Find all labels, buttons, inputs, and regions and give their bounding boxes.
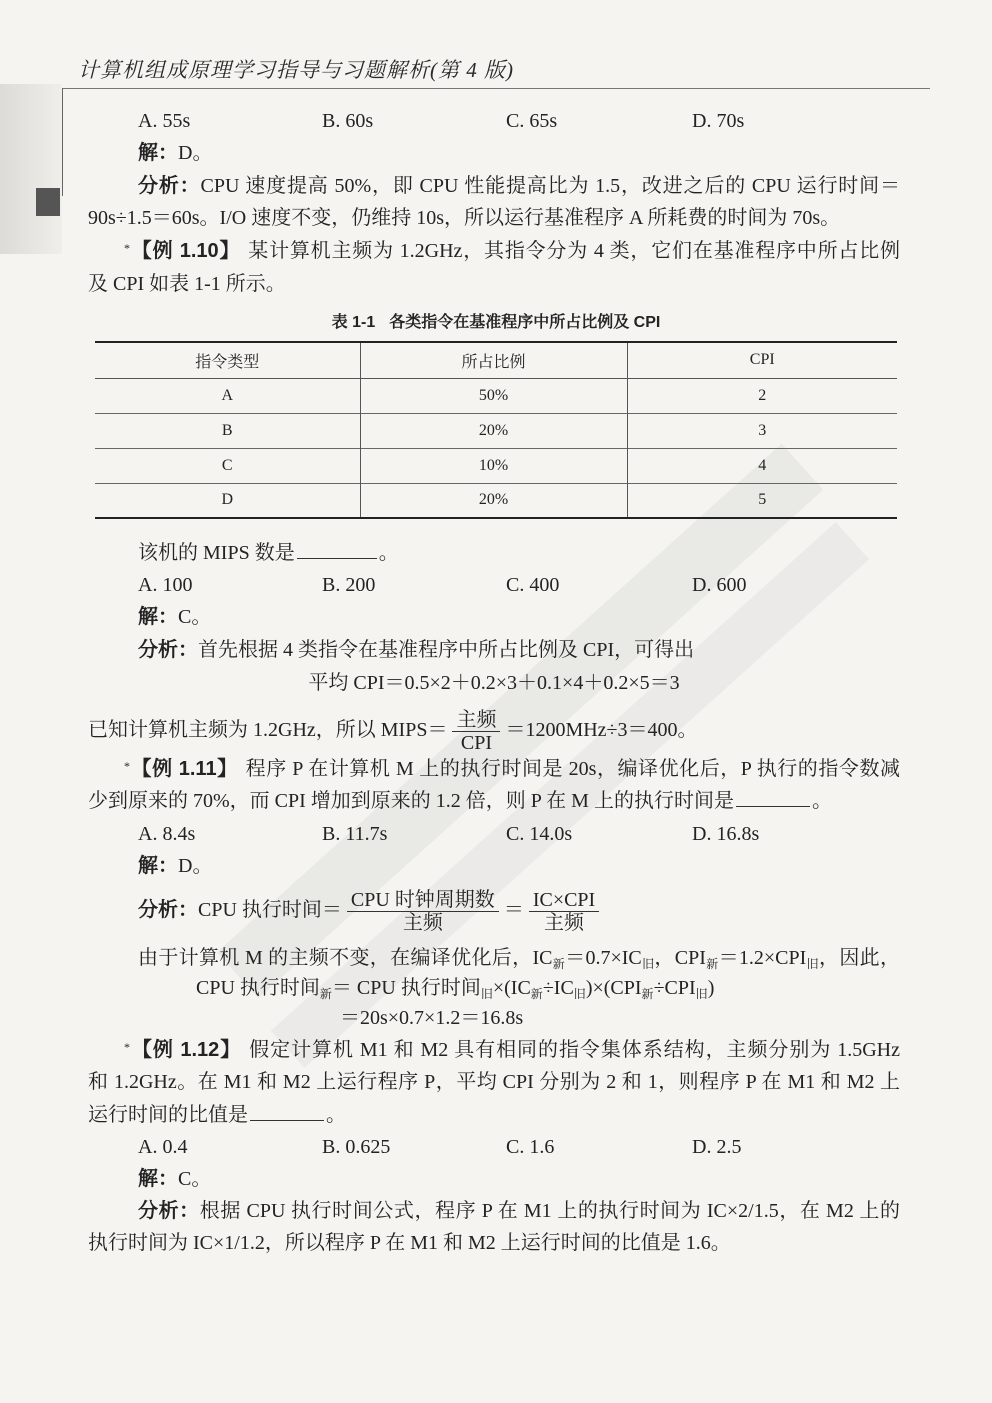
subscript: 旧 (806, 957, 819, 971)
subscript: 旧 (695, 987, 708, 1001)
option-b: B. 0.625 (322, 1136, 391, 1158)
subscript: 旧 (641, 957, 655, 971)
analysis-label: 分析： (138, 175, 201, 197)
question-text: 该机的 MIPS 数是 (138, 542, 295, 564)
example-stem-line: 和 1.2GHz。在 M1 和 M2 上运行程序 P，平均 CPI 分别为 2 和 1，则程序 P 在 M1 和 M2 上 (88, 1071, 900, 1093)
formula-text: )×(CPI (585, 977, 642, 999)
option-c: C. 1.6 (506, 1136, 555, 1158)
table-cell: D (95, 483, 360, 518)
option-a: A. 0.4 (138, 1136, 188, 1158)
table-title: 各类指令在基准程序中所占比例及 CPI (389, 314, 661, 331)
example-stem-text: 少到原来的 70%，而 CPI 增加到原来的 1.2 倍，则 P 在 M 上的执行时间是 (88, 790, 734, 812)
formula-text: ，因此， (818, 947, 900, 969)
options-row (0, 569, 992, 601)
derivation-line (196, 972, 900, 1004)
question-end: 。 (811, 790, 832, 812)
example-label: 【例 1.12】 (131, 1039, 242, 1061)
option-d: D. 600 (692, 574, 747, 596)
formula-text: 由于计算机 M 的主频不变，在编译优化后，IC (138, 947, 553, 969)
table-cell: 3 (627, 413, 897, 448)
mips-formula-line (88, 705, 900, 755)
analysis-text: CPU 速度提高 50%，即 CPU 性能提高比为 1.5，改进之后的 CPU 运行时间＝ (200, 175, 900, 197)
option-c: C. 65s (506, 110, 558, 132)
example-label: 【例 1.10】 (131, 240, 241, 262)
subscript: 旧 (480, 987, 493, 1001)
example-stem-line (88, 785, 900, 817)
answer-line (138, 850, 538, 882)
table-cell: 4 (627, 448, 897, 483)
analysis-label: 分析： (138, 1200, 200, 1222)
table-cell: 20% (360, 483, 627, 518)
options-row (0, 105, 992, 137)
table-row (95, 483, 897, 518)
analysis-text: 首先根据 4 类指令在基准程序中所占比例及 CPI，可得出 (198, 639, 695, 661)
fraction (347, 889, 499, 934)
analysis-line (138, 634, 900, 666)
table-row (95, 413, 897, 448)
option-d: D. 70s (692, 110, 745, 132)
formula-text: ＝0.7×IC (565, 947, 642, 969)
column-header: 指令类型 (95, 342, 360, 378)
running-header: 计算机组成原理学习指导与习题解析(第 4 版) (78, 58, 514, 82)
fraction-numerator: 主频 (452, 709, 500, 732)
formula-text: ＝ CPU 执行时间 (331, 977, 481, 999)
formula-text: ÷IC (542, 977, 574, 999)
option-b: B. 200 (322, 574, 376, 596)
analysis-line (138, 170, 900, 202)
subscript: 新 (641, 987, 654, 1001)
answer-line (138, 137, 538, 169)
mips-formula-tail: ＝1200MHz÷3＝400。 (505, 719, 698, 741)
analysis-line (138, 942, 900, 974)
fill-in-blank (250, 1102, 324, 1121)
table-cell: 5 (627, 483, 897, 518)
option-d: D. 2.5 (692, 1136, 742, 1158)
answer-line (138, 1163, 538, 1195)
formula-text: ＝1.2×CPI (718, 947, 807, 969)
answer-value: C。 (178, 1168, 212, 1190)
option-a: A. 8.4s (138, 823, 196, 845)
fraction-numerator: IC×CPI (529, 889, 599, 912)
question-end: 。 (378, 542, 399, 564)
fill-in-blank (297, 540, 377, 559)
answer-label: 解： (138, 1168, 178, 1190)
fraction-denominator: CPI (460, 731, 493, 754)
question-end: 。 (326, 1104, 346, 1126)
analysis-line (138, 1195, 900, 1227)
subscript: 新 (319, 987, 332, 1001)
analysis-label: 分析： (138, 639, 198, 661)
table-cell: 2 (627, 378, 897, 413)
example-stem-line: 及 CPI 如表 1-1 所示。 (88, 273, 286, 295)
fraction (452, 709, 500, 754)
answer-value: C。 (178, 606, 212, 628)
table-caption (0, 309, 992, 337)
fraction (529, 889, 599, 934)
answer-label: 解： (138, 855, 178, 877)
example-stem-text: 假定计算机 M1 和 M2 具有相同的指令集体系结构，主频分别为 1.5GHz (249, 1039, 900, 1061)
table-cell: 10% (360, 448, 627, 483)
table-cell: 50% (360, 378, 627, 413)
formula-text: ×(IC (492, 977, 531, 999)
fraction-numerator: CPU 时钟周期数 (347, 889, 499, 912)
analysis-text: 根据 CPU 执行时间公式，程序 P 在 M1 上的执行时间为 IC×2/1.5，在 M2 上的 (199, 1200, 900, 1222)
analysis-line: 90s÷1.5＝60s。I/O 速度不变，仍维持 10s，所以运行基准程序 A 所耗费的时间为 70s。 (88, 207, 841, 229)
fraction-denominator: 主频 (402, 911, 443, 934)
example-stem-line (124, 1034, 900, 1066)
subscript: 新 (705, 957, 719, 971)
example-stem-text: 程序 P 在计算机 M 上的执行时间是 20s，编译优化后，P 执行的指令数减 (245, 758, 900, 780)
table-number: 表 1-1 (331, 314, 376, 331)
option-a: A. 100 (138, 574, 193, 596)
column-header: CPI (627, 342, 897, 378)
chapter-thumb-tab (36, 188, 60, 216)
answer-value: D。 (178, 142, 213, 164)
formula-text: ) (707, 977, 715, 999)
option-c: C. 14.0s (506, 823, 573, 845)
option-b: B. 11.7s (322, 823, 388, 845)
table-header-row (95, 342, 897, 378)
starred-mark: * (124, 1040, 130, 1054)
options-row (0, 1131, 992, 1163)
subscript: 新 (552, 957, 566, 971)
table-cell: B (95, 413, 360, 448)
answer-value: D。 (178, 855, 213, 877)
example-stem-text: 某计算机主频为 1.2GHz，其指令分为 4 类，它们在基准程序中所占比例 (248, 240, 900, 262)
average-cpi-formula: 平均 CPI＝0.5×2＋0.2×3＋0.1×4＋0.2×5＝3 (308, 672, 680, 694)
fraction-denominator: 主频 (544, 911, 585, 934)
fill-in-blank (736, 788, 810, 807)
formula-lead: CPU 执行时间＝ (198, 899, 342, 921)
table-cell: 20% (360, 413, 627, 448)
formula-text: ，CPI (654, 947, 706, 969)
example-stem-line (88, 1099, 900, 1131)
option-d: D. 16.8s (692, 823, 760, 845)
mips-formula-lead: 已知计算机主频为 1.2GHz，所以 MIPS＝ (88, 719, 448, 741)
analysis-label: 分析： (138, 899, 198, 921)
starred-mark: * (124, 241, 130, 255)
example-stem-line (124, 235, 900, 267)
table-row (95, 378, 897, 413)
instruction-mix-table (95, 341, 897, 519)
option-b: B. 60s (322, 110, 374, 132)
formula-text: CPU 执行时间 (196, 977, 320, 999)
option-a: A. 55s (138, 110, 191, 132)
example-label: 【例 1.11】 (131, 758, 238, 780)
formula-text: ÷CPI (653, 977, 696, 999)
example-stem-line (124, 753, 900, 785)
subscript: 新 (530, 987, 543, 1001)
answer-label: 解： (138, 606, 178, 628)
subscript: 旧 (573, 987, 586, 1001)
option-c: C. 400 (506, 574, 560, 596)
header-rule (62, 88, 930, 89)
answer-label: 解： (138, 142, 178, 164)
table-cell: C (95, 448, 360, 483)
options-row (0, 818, 992, 850)
derivation-result-line: ＝20s×0.7×1.2＝16.8s (340, 1007, 524, 1029)
analysis-line: 执行时间为 IC×1/1.2，所以程序 P 在 M1 和 M2 上运行时间的比值是 1.6。 (88, 1232, 731, 1254)
question-line (138, 537, 900, 569)
equals-sign: ＝ (503, 899, 524, 921)
column-header: 所占比例 (360, 342, 627, 378)
table-cell: A (95, 378, 360, 413)
example-stem-text: 运行时间的比值是 (88, 1104, 248, 1126)
starred-mark: * (124, 759, 130, 773)
cpu-time-formula-line (138, 885, 900, 935)
answer-line (138, 601, 538, 633)
table-row (95, 448, 897, 483)
